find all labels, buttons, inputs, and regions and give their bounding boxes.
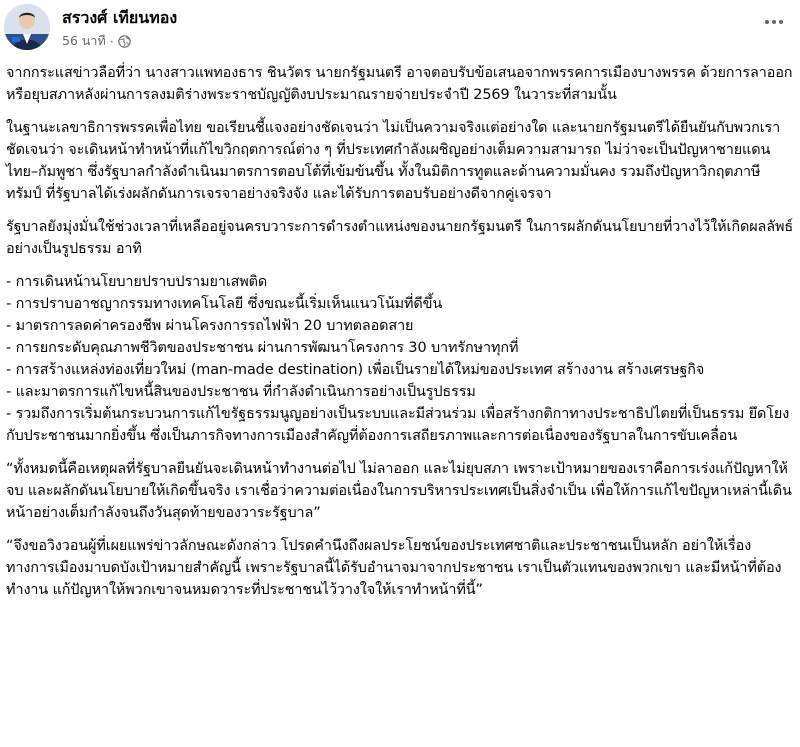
- meta-separator: ·: [109, 33, 114, 49]
- paragraph-clarification: ในฐานะเลขาธิการพรรคเพื่อไทย ขอเรียนชี้แจงอย่างชัดเจนว่า ไม่เป็นความจริงแต่อย่างใด และนายกรัฐมนตรีได้ยืนยันกับพวกเราชัดเจนว่า จะเดินหน้าทำหน้าที่แก้ไขวิกฤตการณ์ต่าง ๆ ที่ประเทศกำลังเผชิญอย่างเต็มความสามารถ ไม่ว่าจะเป็นปัญหาชายแดนไทย–กัมพูชา ซึ่งรัฐบาลกำลังดำเนินมาตรการตอบโต้ที่เข้มข้นขึ้น ทั้งในมิติการทูตและด้านความมั่นคง รวมถึงปัญหาวิกฤตภาษีทรัมป์ ที่รัฐบาลได้เร่งผลักดันการเจรจาอย่างจริงจัง และได้รับการตอบรับอย่างดีจากคู่เจรจา: [6, 120, 781, 202]
- policy-list: [6, 271, 794, 447]
- more-options-icon[interactable]: [760, 10, 788, 34]
- list-item: - การสร้างแหล่งท่องเที่ยวใหม่ (man-made destination) เพื่อเป็นรายได้ใหม่ของประเทศ สร้างงาน สร้างเศรษฐกิจ: [6, 362, 705, 378]
- paragraph-commitment: รัฐบาลยังมุ่งมั่นใช้ช่วงเวลาที่เหลืออยู่จนครบวาระการดำรงตำแหน่งของนายกรัฐมนตรี ในการผลักดันนโยบายที่วางไว้ให้เกิดผลลัพธ์อย่างเป็นรูปธรรม อาทิ: [6, 219, 794, 257]
- list-item: - การเดินหน้านโยบายปราบปรามยาเสพติด: [6, 274, 268, 290]
- list-item: - การปราบอาชญากรรมทางเทคโนโลยี ซึ่งขณะนี้เริ่มเห็นแนวโน้มที่ดีขึ้น: [6, 296, 443, 312]
- quote-reason: “ทั้งหมดนี้คือเหตุผลที่รัฐบาลยืนยันจะเดินหน้าทำงานต่อไป ไม่ลาออก และไม่ยุบสภา เพราะเป้าหมายของเราคือการเร่งแก้ปัญหาให้จบ และผลักดันนโยบายให้เกิดขึ้นจริง เราเชื่อว่าความต่อเนื่องในการบริหารประเทศเป็นสิ่งจำเป็น เพื่อให้การแก้ไขปัญหาเหล่านี้เดินหน้าอย่างเต็มกำลังจนถึงวันสุดท้ายของวาระรัฐบาล”: [6, 461, 792, 521]
- post-timestamp[interactable]: 56 นาที: [62, 33, 106, 48]
- list-item: - มาตรการลดค่าครองชีพ ผ่านโครงการรถไฟฟ้า 20 บาทตลอดสาย: [6, 318, 414, 334]
- globe-icon: [118, 35, 131, 48]
- quote-appeal: “จึงขอวิงวอนผู้ที่เผยแพร่ข่าวลักษณะดังกล่าว โปรดคำนึงถึงผลประโยชน์ของประเทศชาติและประชาชนเป็นหลัก อย่าให้เรื่องทางการเมืองมาบดบังเป้าหมายสำคัญนี้ เพราะรัฐบาลนี้ได้รับอำนาจมาจากประชาชน เราเป็นตัวแทนของพวกเขา และมีหน้าที่ต้องทำงาน แก้ปัญหาให้พวกเขาจนหมดวาระที่ประชาชนไว้วางใจให้เราทำหน้าที่นี้”: [6, 538, 782, 598]
- post-meta: [62, 31, 131, 51]
- list-item: - รวมถึงการเริ่มต้นกระบวนการแก้ไขรัฐธรรมนูญอย่างเป็นระบบและมีส่วนร่วม เพื่อสร้างกติกาทางประชาธิปไตยที่เป็นธรรม ยึดโยงกับประชาชนมากยิ่งขึ้น ซึ่งเป็นภารกิจทางการเมืองสำคัญที่ต้องการเสถียรภาพและการต่อเนื่องของรัฐบาลในการขับเคลื่อน: [6, 406, 790, 444]
- paragraph-rumor: จากกระแสข่าวลือที่ว่า นางสาวแพทองธาร ชินวัตร นายกรัฐมนตรี อาจตอบรับข้อเสนอจากพรรคการเมืองบางพรรค ด้วยการลาออกหรือยุบสภาหลังผ่านการลงมติร่างพระราชบัญญัติงบประมาณรายจ่ายประจำปี 2569 ในวาระที่สามนั้น: [6, 65, 793, 103]
- list-item: - การยกระดับคุณภาพชีวิตของประชาชน ผ่านการพัฒนาโครงการ 30 บาทรักษาทุกที่: [6, 340, 519, 356]
- post-header: [0, 0, 800, 60]
- profile-photo: [4, 4, 50, 50]
- avatar[interactable]: [4, 4, 50, 50]
- post-text: [0, 62, 800, 612]
- author-name[interactable]: สรวงศ์ เทียนทอง: [62, 8, 178, 27]
- list-item: - และมาตรการแก้ไขหนี้สินของประชาชน ที่กำลังดำเนินการอย่างเป็นรูปธรรม: [6, 384, 476, 400]
